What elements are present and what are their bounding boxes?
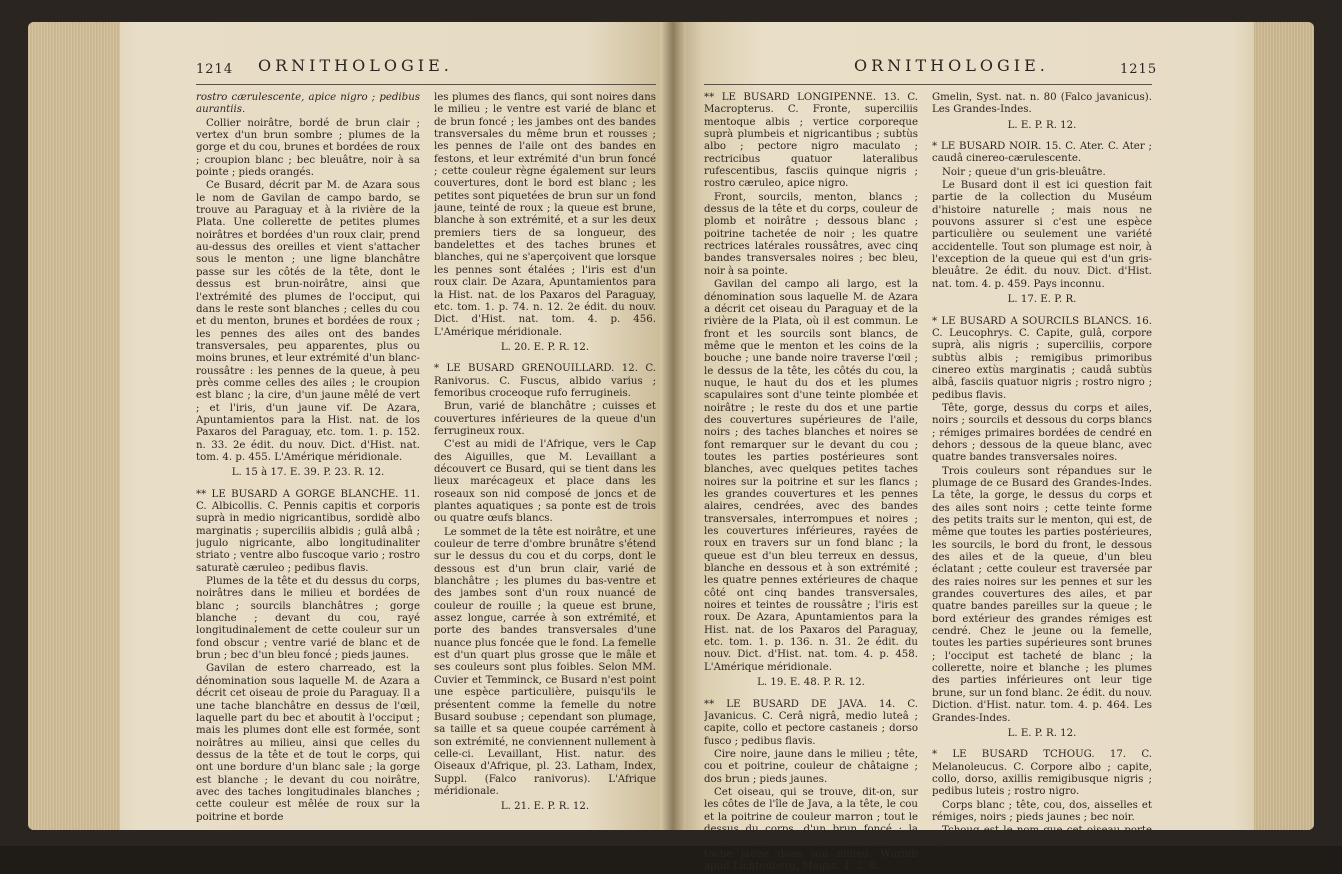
right-page-number: 1215: [1120, 62, 1158, 77]
paragraph: Front, sourcils, menton, blancs ; dessus de la tête et du corps, couleur de plomb et noirâtre ; dessous blanc ; poitrine tachetée de noir ; les quatre rectrices latérales roussâtres, avec cinq bandes transversales noires ; bec bleu, noir à sa pointe.: [704, 191, 918, 277]
left-head-rule: [196, 84, 656, 85]
paragraph: Cet oiseau, qui se trouve, dit-on, sur les côtes de l'île de Java, a la tête, le cou et la poitrine de couleur marron ; tout le dessus du corps, d'un brun foncé ; la membrane du bec, noirâtre, avec une tache jaune dans son milieu. Wurmb apud Lichtenberg, Magaz. 4. 2. 8.: [704, 786, 918, 872]
paragraph: Gavilan del campo ali largo, est la dénomination sous laquelle M. de Azara a décrit cet oiseau du Paraguay et de la rivière de la Plata, où il est commun. Le front et les sourcils sont blancs, de même que le menton et les coins de la bouche ; une bande noire traverse l'œil ; le dessus de la tête, les côtés du cou, la nuque, le haut du dos et les plumes scapulaires sont d'une teinte plombée et noirâtre ; le reste du dos et une partie des couvertures supérieures de l'aile, noirs ; des taches blanches et noires se font remarquer sur le devant du cou ; toutes les parties postérieures sont blanches, avec quelques petites taches noires sur la poitrine et sur les flancs ; les grandes couvertures et les pennes alaires, cendrées, avec des bandes transversales, interrompues et noires ; les couvertures inférieures, rayées de roux en travers sur un fond blanc ; la queue est d'un bleu terreux en dessus, blanche en dessous et à son extrémité ; les quatre pennes extérieures de chaque côté ont cinq bandes transversales, noires et teintes de roussâtre ; l'iris est roux. De Azara, Apuntamientos para la Hist. nat. de los Paxaros del Paraguay, etc. tom. 1. p. 136. n. 31. 2e édit. du nouv. Dict. d'Hist. nat. tom. 4. p. 458. L'Amérique méridionale.: [704, 279, 918, 673]
paragraph: Gmelin, Syst. nat. n. 80 (Falco javanicus). Les Grandes-Indes.: [932, 92, 1152, 116]
paragraph: Trois couleurs sont répandues sur le plumage de ce Busard des Grandes-Indes. La tête, la gorge, le dessus du corps et des ailes sont noirs ; cette teinte forme des petits traits sur le menton, qui est, de même que toutes les parties postérieures, les sourcils, le bord du front, le dessous des ailes et de la queue, d'un bleu éclatant ; cette couleur est traversée par des raies noires sur les pennes et sur les grandes couvertures des ailes, et par quatre bandes pareilles sur la queue ; le bord extérieur des grandes rémiges est cendré. Chez le jeune ou la femelle, toutes les parties supérieures sont brunes ; l'occiput est tacheté de blanc ; la collerette, noire et blanche ; les plumes des parties inférieures ont leur tige brune, sur un fond blanc. 2e édit. du nouv. Diction. d'Hist. natur. tom. 4. p. 464. Les Grandes-Indes.: [932, 465, 1152, 724]
reference-line: L. 20. E. P. R. 12.: [500, 341, 590, 353]
species-entry: ** LE BUSARD LONGIPENNE. 13. C. Macropterus. C. Fronte, superciliis mentoque albis ; vertice corporeque suprà plumbeis et nigricantibus ; subtùs albo ; pectore nigro maculato ; rectricibus quatuor lateralibus rufescentibus, fasciis quinque nigris ; rostro cæruleo, apice nigro.: [704, 92, 918, 190]
left-running-head: [196, 50, 656, 80]
paragraph: Collier noirâtre, bordé de brun clair ; vertex d'un brun sombre ; plumes de la gorge et du cou, brunes et bordées de roux ; croupion blanc ; bec bleuâtre, noir à sa pointe ; pieds orangés.: [196, 117, 420, 179]
species-entry: ** LE BUSARD A GORGE BLANCHE. 11. C. Albicollis. C. Pennis capitis et corporis suprà in medio nigricantibus, sordidè albo marginatis ; superciliis albidis ; gulâ albâ ; jugulo nigricante, albo longitudinaliter striato ; ventre albo fuscoque vario ; rostro saturatè cæruleo ; pedibus flavis.: [196, 488, 420, 574]
species-entry: ** LE BUSARD DE JAVA. 14. C. Javanicus. C. Cerâ nigrâ, medio luteâ ; capite, collo et pectore castaneis ; dorso fusco ; pedibus flavis.: [704, 698, 918, 747]
reference-line: L. E. P. R. 12.: [1007, 727, 1077, 739]
paragraph: Cire noire, jaune dans le milieu ; tête, cou et poitrine, couleur de châtaigne ; dos brun ; pieds jaunes.: [704, 748, 918, 785]
left-page-number: 1214: [196, 62, 234, 77]
paragraph: Plumes de la tête et du dessus du corps, noirâtres dans le milieu et bordées de blanc ; sourcils blanchâtres ; gorge blanche ; devant du cou, rayé longitudinalement de cette couleur sur un fond obscur ; ventre varié de blanc et de brun ; bec d'un bleu foncé ; pieds jaunes.: [196, 576, 420, 662]
paragraph: Gavilan de estero charreado, est la dénomination sous laquelle M. de Azara a décrit cet oiseau de proie du Paraguay. Il a une tache blanchâtre en dessus de l'œil, laquelle part du bec et aboutit à l'occiput ; mais les plumes dont elle est formée, sont noirâtres au milieu, ainsi que celles du dessus de la tête et de tout le corps, qui ont une bordure d'un blanc sale ; la gorge est blanche ; le devant du cou noirâtre, avec des taches longitudinales blanches ; cette couleur est mêlée de roux sur la poitrine et borde: [196, 663, 420, 823]
species-entry: * LE BUSARD A SOURCILS BLANCS. 16. C. Leucophrys. C. Capite, gulâ, corpore suprà, alis nigris ; superciliis, corpore subtùs albis ; remigibus primoribus cinereo extùs marginatis ; caudâ subtùs albâ, fasciis quatuor nigris ; rostro nigro ; pedibus flavis.: [932, 315, 1152, 401]
paragraph: Tête, gorge, dessus du corps et ailes, noirs ; sourcils et dessous du corps blancs ; rémiges primaires bordées de cendré en dehors ; dessous de la queue blanc, avec quatre bandes transversales noires.: [932, 402, 1152, 464]
paragraph: Le Busard dont il est ici question fait partie de la collection du Muséum d'histoire naturelle ; mais nous ne pouvons assurer si c'est une espèce particulière ou seulement une variété accidentelle. Tout son plumage est noir, à l'exception de la queue qui est d'un gris-bleuâtre. 2e édit. du nouv. Dict. d'Hist. nat. tom. 4. p. 459. Pays inconnu.: [932, 180, 1152, 290]
paragraph: rostro cærulescente, apice nigro ; pedibus aurantiis.: [196, 92, 420, 116]
right-running-head: [704, 50, 1256, 80]
right-running-title: ORNITHOLOGIE.: [854, 56, 1049, 75]
right-page-edges: [1254, 22, 1314, 830]
reference-line: L. 17. E. P. R.: [1007, 294, 1077, 306]
right-column-a: [704, 92, 918, 874]
left-page-edges: [28, 22, 120, 830]
paragraph: Corps blanc ; tête, cou, dos, aisselles et rémiges, noirs ; pieds jaunes ; bec noir.: [932, 799, 1152, 823]
left-running-title: ORNITHOLOGIE.: [258, 56, 453, 75]
right-column-b: [932, 92, 1152, 851]
reference-line: L. 15 à 17. E. 39. P. 23. R. 12.: [231, 467, 385, 479]
left-column-b: [434, 92, 656, 823]
species-entry: * LE BUSARD GRENOUILLARD. 12. C. Ranivorus. C. Fuscus, albido varius ; femoribus croceoque rufo ferrugineis.: [434, 363, 656, 399]
species-entry: * LE BUSARD NOIR. 15. C. Ater. C. Ater ; caudâ cinereo-cærulescente.: [932, 141, 1152, 165]
paragraph: Tchoug est le nom que cet oiseau porte au: [932, 825, 1152, 849]
left-column-a: [196, 92, 420, 825]
paragraph: Ce Busard, décrit par M. de Azara sous le nom de Gavilan de campo bardo, se trouve au Paraguay et à la rivière de la Plata. Une collerette de petites plumes noirâtres et bordées d'un roux clair, prend au-dessus des oreilles et vient s'attacher sous le menton ; une ligne blanchâtre passe sur les côtés de la tête, dont le dessus est brun-noirâtre, ainsi que l'extrémité des plumes de l'occiput, qui dans le reste sont blanches ; celles du cou et du menton, brunes et bordées de roux ; les pennes des ailes ont des bandes transversales, peu apparentes, plus ou moins brunes, et leur extrémité d'un blanc-roussâtre : les pennes de la queue, à peu près comme celles des ailes ; le croupion est blanc ; la cire, d'un jaune mêlé de vert ; et l'iris, d'un jaune vif. De Azara, Apuntamientos para la Hist. nat. de los Paxaros del Paraguay, etc. tom. 1. p. 152. n. 33. 2e édit. du nouv. Dict. d'Hist. nat. tom. 4. p. 455. L'Amérique méridionale.: [196, 180, 420, 463]
reference-line: L. 19. E. 48. P. R. 12.: [757, 677, 865, 689]
paragraph: Le sommet de la tête est noirâtre, et une couleur de terre d'ombre brunâtre s'étend sur le dessus du cou et du corps, dont le dessous est d'un brun clair, varié de blanchâtre ; les plumes du bas-ventre et des jambes sont d'un roux nuancé de couleur de rouille ; la queue est brune, assez longue, carrée à son extrémité, et porte des bandes transversales d'une nuance plus foncée que le fond. La femelle est d'un quart plus grosse que le mâle et ses couleurs sont plus foibles. Selon MM. Cuvier et Temminck, ce Busard n'est point une espèce particulière, puisqu'ils le présentent comme la femelle du notre Busard soubuse ; cependant son plumage, sa taille et sa queue coupée carrément à son extrémité, ne conviennent nullement à celle-ci. Levaillant, Hist. natur. des Oiseaux d'Afrique, pl. 23. Latham, Index, Suppl. (Falco ranivorus). L'Afrique méridionale.: [434, 526, 656, 797]
paragraph: Noir ; queue d'un gris-bleuâtre.: [942, 166, 1106, 178]
paragraph: C'est au midi de l'Afrique, vers le Cap des Aiguilles, que M. Levaillant a découvert ce Busard, qui se tient dans les lieux marécageux et place dans les roseaux son nid composé de joncs et de plantes aquatiques ; sa ponte est de trois ou quatre œufs blancs.: [434, 439, 656, 525]
reference-line: L. 21. E. P. R. 12.: [500, 801, 590, 813]
reference-line: L. E. P. R. 12.: [1007, 119, 1077, 131]
paragraph: les plumes des flancs, qui sont noires dans le milieu ; le ventre est varié de blanc et de brun foncé ; les jambes ont des bandes transversales du même brun et rousses ; les pennes de l'aile ont des bandes en festons, et leur extrémité d'un brun foncé ; cette couleur règne également sur leurs couvertures, dont le bord est blanc ; les petites sont piquetées de brun sur un fond jaune, teinté de roux ; la queue est brune, blanche à son extrémité, et a sur les deux premiers tiers de sa longueur, des bandelettes et des taches brunes et blanches, qui ne s'aperçoivent que lorsque les pennes sont étalées ; l'iris est d'un roux clair. De Azara, Apuntamientos para la Hist. nat. de los Paxaros del Paraguay, etc. tom. 1. p. 74. n. 12. 2e édit. du nouv. Dict. d'Hist. nat. tom. 4. p. 456. L'Amérique méridionale.: [434, 92, 656, 338]
species-entry: * LE BUSARD TCHOUG. 17. C. Melanoleucus. C. Corpore albo ; capite, collo, dorso, axillis remigibusque nigris ; pedibus luteis ; rostro nigro.: [932, 749, 1152, 798]
paragraph: Brun, varié de blanchâtre ; cuisses et couvertures inférieures de la queue d'un ferrugineux roux.: [434, 401, 656, 437]
book-gutter: [660, 22, 686, 830]
right-head-rule: [704, 84, 1152, 85]
